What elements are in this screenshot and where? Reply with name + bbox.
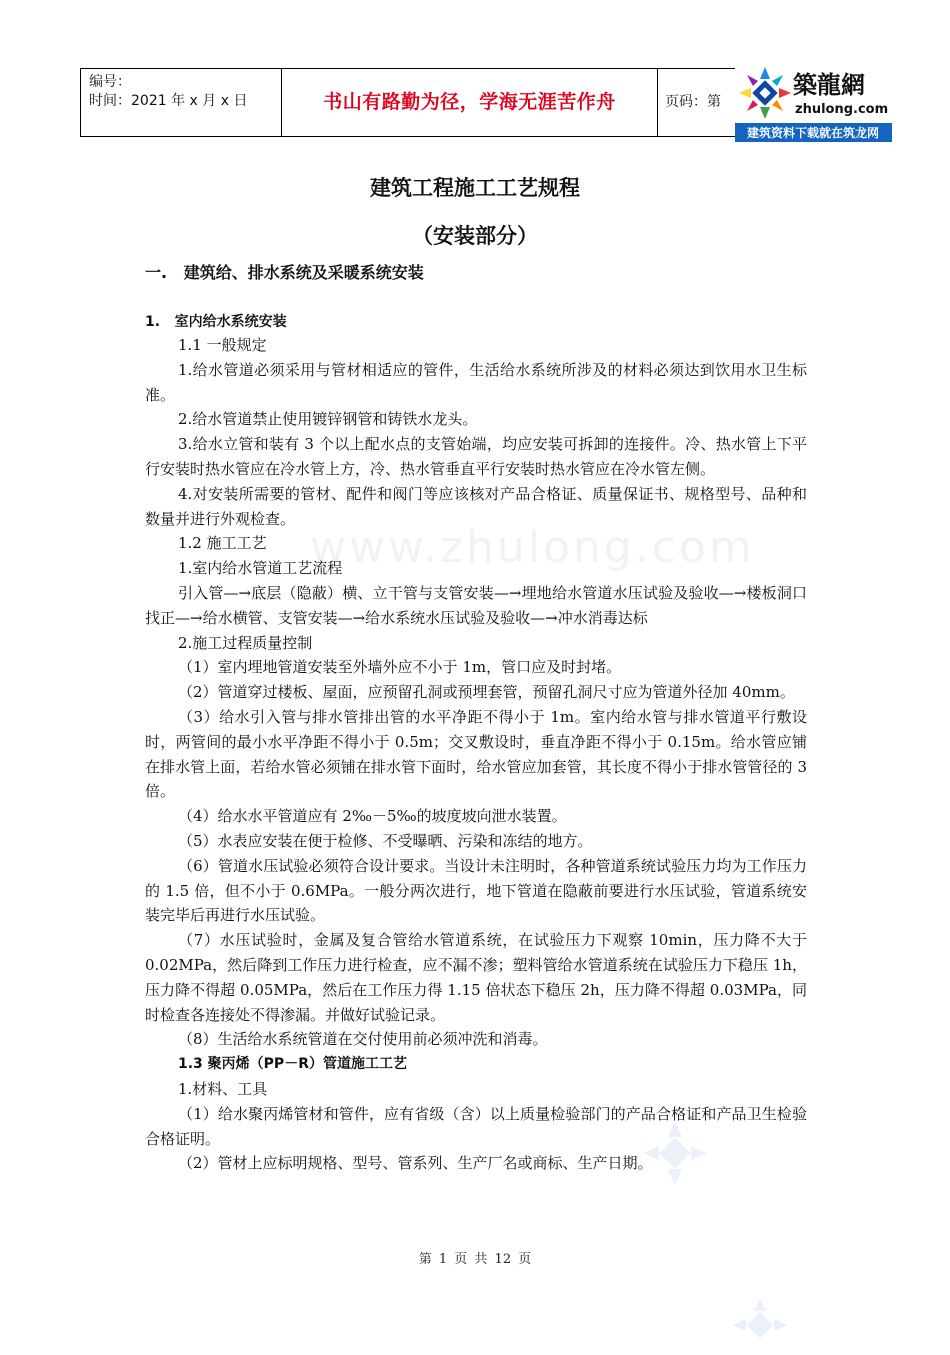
paragraph: 1.给水管道必须采用与管材相适应的管件，生活给水系统所涉及的材料必须达到饮用水卫生标准。 — [145, 360, 807, 404]
section-heading: 一. 建筑给、排水系统及采暖系统安装 — [145, 263, 424, 282]
code-label: 编号： — [89, 74, 131, 90]
motto-text: 书山有路勤为径，学海无涯苦作舟 — [323, 91, 616, 113]
logo-domain: zhulong.com — [795, 102, 889, 117]
logo-slogan: 建筑资料下载就在筑龙网 — [746, 126, 880, 140]
paragraph: 2.施工过程质量控制 — [178, 633, 313, 652]
page-footer: 第 1 页 共 12 页 — [418, 1252, 532, 1267]
paragraph: （2）管材上应标明规格、型号、管系列、生产厂名或商标、生产日期。 — [178, 1154, 653, 1173]
watermark-flake-icon — [725, 1295, 795, 1355]
paragraph: 1.材料、工具 — [178, 1079, 268, 1098]
body-text — [145, 333, 807, 1176]
paragraph: 1.1 一般规定 — [178, 336, 267, 354]
document-title: 建筑工程施工工艺规程 — [370, 176, 580, 200]
paragraph: （5）水表应安装在便于检修、不受曝晒、污染和冻结的地方。 — [178, 831, 593, 850]
paragraph: 3.给水立管和装有 3 个以上配水点的支管始端，均应安装可拆卸的连接件。冷、热水管上下平行安装时热水管应在冷水管上方，冷、热水管垂直平行安装时热水管应在冷水管左侧。 — [145, 435, 807, 478]
paragraph: （7）水压试验时，金属及复合管给水管道系统，在试验压力下观察 10min，压力降不大于 0.02MPa，然后降到工作压力进行检查，应不漏不渗；塑料管给水管道系统在试验压力下稳压 1h，压力降不得超 0.05MPa，然后在工作压力得 1.15 倍状态下稳压 2h，压力降不得超 0.03MPa，同时检查各连接处不得渗漏。并做好试验记录。 — [145, 931, 807, 1024]
paragraph: （3）给水引入管与排水管排出管的水平净距不得小于 1m。室内给水管与排水管道平行敷设时，两管间的最小水平净距不得小于 0.5m；交叉敷设时，垂直净距不得小于 0.15m。给水管应铺在排水管上面，若给水管必须铺在排水管下面时，给水管应加套管，其长度不得小于排水管管径的 3 倍。 — [145, 707, 807, 801]
subsection-1-3-heading: 1.3 聚丙烯（PP－R）管道施工工艺 — [178, 1056, 407, 1073]
paragraph: （6）管道水压试验必须符合设计要求。当设计未注明时，各种管道系统试验压力均为工作压力的 1.5 倍，但不小于 0.6MPa。一般分两次进行，地下管道在隐蔽前要进行水压试验，管道系统安装完毕后再进行水压试验。 — [145, 856, 807, 925]
paragraph: 1.2 施工工艺 — [178, 534, 267, 553]
paragraph: 1.室内给水管道工艺流程 — [178, 559, 343, 578]
paragraph: 引入管—→底层（隐蔽）横、立干管与支管安装—→埋地给水管道水压试验及验收—→楼板洞口找正—→给水横管、支管安装—→给水系统水压试验及验收—→冲水消毒达标 — [145, 583, 807, 627]
watermark-text: www.zhulong.com — [310, 522, 755, 573]
paragraph: 4.对安装所需要的管材、配件和阀门等应该核对产品合格证、质量保证书、规格型号、品种和数量并进行外观检查。 — [145, 484, 807, 528]
paragraph: 2.给水管道禁止使用镀锌钢管和铸铁水龙头。 — [178, 410, 478, 429]
paragraph: （1）室内埋地管道安装至外墙外应不小于 1m，管口应及时封堵。 — [178, 658, 622, 677]
date-label: 时间：2021 年 x 月 x 日 — [89, 93, 248, 109]
paragraph: （8）生活给水系统管道在交付使用前必须冲洗和消毒。 — [178, 1030, 548, 1049]
zhulong-logo-graphic — [735, 63, 892, 142]
paragraph: （2）管道穿过楼板、屋面，应预留孔洞或预埋套管，预留孔洞尺寸应为管道外径加 40mm。 — [178, 683, 795, 702]
header-left-cell — [80, 69, 281, 136]
paragraph: （4）给水水平管道应有 2‰－5‰的坡度坡向泄水装置。 — [178, 807, 567, 826]
page-label: 页码：第 — [665, 94, 721, 110]
header-motto-cell — [281, 69, 658, 136]
logo-name: 築龍網 — [793, 70, 865, 99]
document-subtitle: （安装部分） — [412, 224, 538, 248]
subsection-heading: 1. 室内给水系统安装 — [145, 314, 287, 330]
paragraph: （1）给水聚丙烯管材和管件，应有省级（含）以上质量检验部门的产品合格证和产品卫生检验合格证明。 — [145, 1104, 807, 1148]
zhulong-logo — [735, 63, 892, 142]
